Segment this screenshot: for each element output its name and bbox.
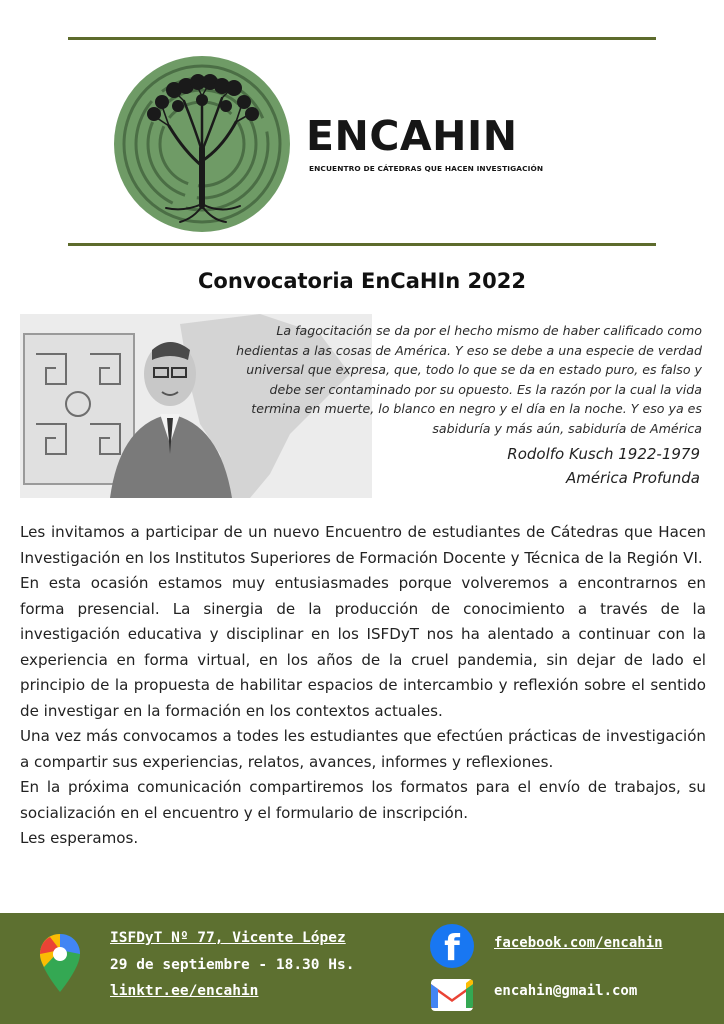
page-title: Convocatoria EnCaHIn 2022 (197, 269, 526, 293)
body-paragraph: Una vez más convocamos a todes les estudiantes que efectúen prácticas de investigación a compartir sus experiencias, relatos, avances, informes y reflexiones. (20, 727, 706, 771)
quote-attribution (507, 442, 700, 490)
body-paragraph: En la próxima comunicación compartiremos los formatos para el envío de trabajos, su socialización en el encuentro y el formulario de inscripción. (20, 778, 706, 822)
top-divider (68, 37, 656, 40)
facebook-icon[interactable]: f (430, 924, 474, 968)
footer-banner (0, 913, 724, 1024)
body-paragraph: Les invitamos a participar de un nuevo Encuentro de estudiantes de Cátedras que Hacen Investigación en los Institutos Superiores de Formación Docente y Técnica de la Región VI. (20, 523, 706, 567)
body-paragraph: En esta ocasión estamos muy entusiasmades porque volveremos a encontrarnos en forma presencial. La sinergia de la producción de conocimiento a través de la investigación educativa y disciplinar en los ISFDyT nos ha alentado a continuar con la experiencia en forma virtual, en los años de la cruel pandemia, sin dejar de lado el principio de la propuesta de habilitar espacios de intercambio y reflexión sobre el sentido de investigar en la formación en los contextos actuales. (20, 574, 706, 720)
quote-work: América Profunda (565, 469, 700, 487)
map-pin-icon (38, 932, 82, 994)
quote-author: Rodolfo Kusch 1922-1979 (507, 445, 700, 463)
email-address[interactable]: encahin@gmail.com (494, 983, 638, 999)
body-paragraph: Les esperamos. (20, 829, 139, 847)
brand-subtitle: ENCUENTRO DE CÁTEDRAS QUE HACEN INVESTIGACIÓN (309, 164, 544, 173)
invitation-body (20, 520, 706, 852)
footer-linktree-link[interactable]: linktr.ee/encahin (110, 983, 259, 999)
brand-name: ENCAHIN (306, 112, 518, 160)
facebook-link[interactable]: facebook.com/encahin (494, 935, 663, 951)
footer-location: ISFDyT Nº 77, Vicente López (110, 930, 346, 946)
quote-text: La fagocitación se da por el hecho mismo de haber calificado como hedientas a las cosas de América. Y eso se debe a una especie de verdad universal que expresa, que, todo lo que se da en estado puro, es falso y debe ser contaminado por su opuesto. Es la razón por la cual la vida termina en muerte, lo blanco en negro y el día en la noche. Y eso ya es sabiduría y más aún, sabiduría de América (236, 323, 702, 436)
gmail-icon[interactable] (430, 978, 474, 1012)
footer-datetime: 29 de septiembre - 18.30 Hs. (110, 957, 355, 973)
tree-labyrinth-logo-icon (114, 56, 290, 232)
bottom-divider (68, 243, 656, 246)
